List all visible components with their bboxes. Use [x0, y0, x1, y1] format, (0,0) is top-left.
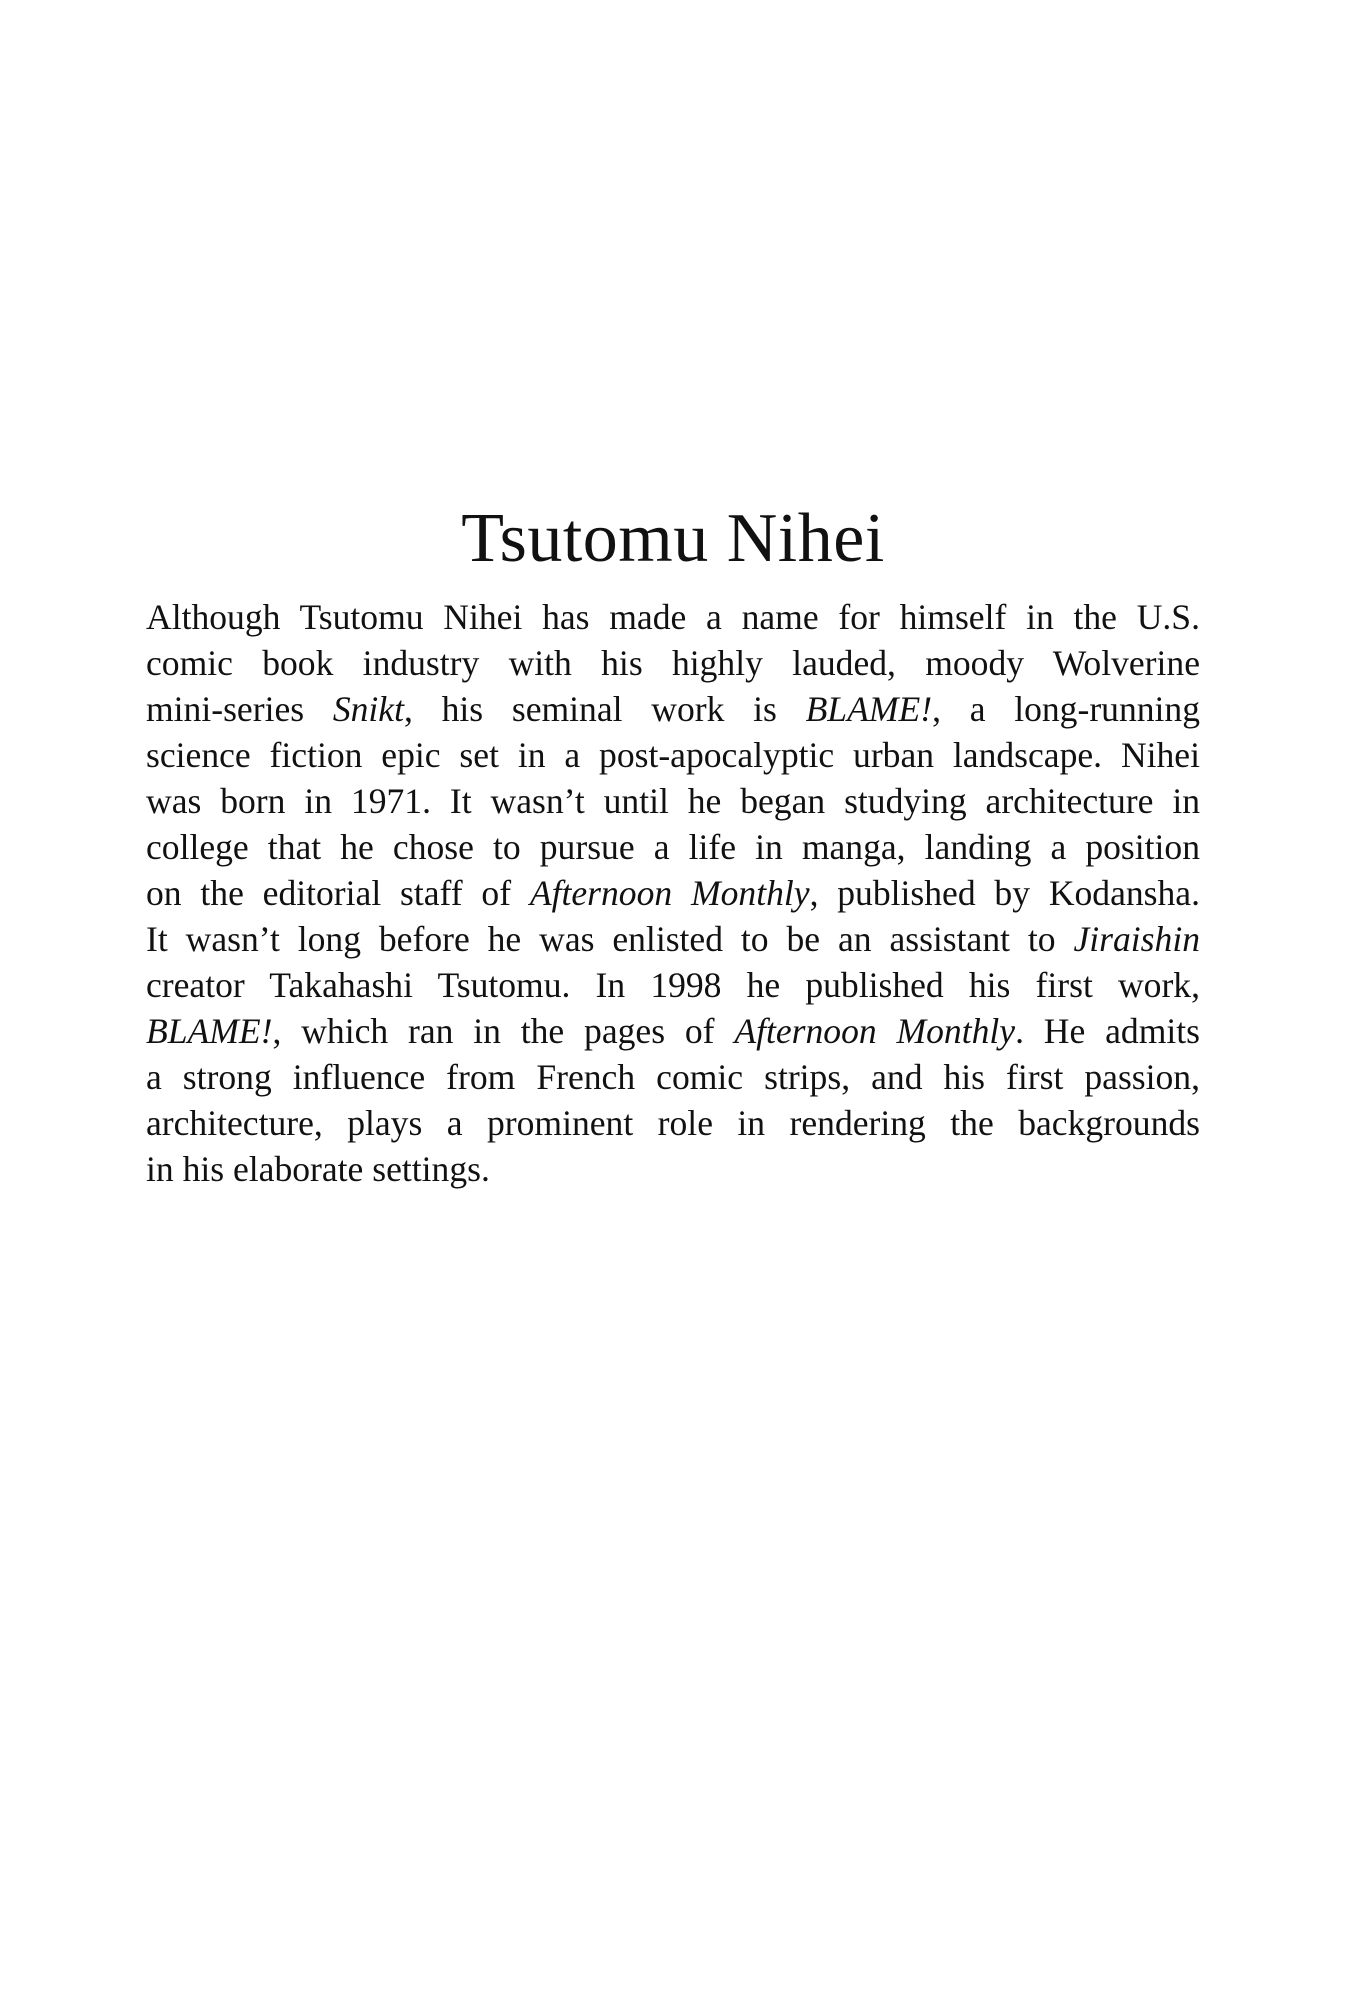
bio-line: [146, 962, 1200, 1008]
bio-text: mini-series: [146, 689, 333, 729]
bio-text: architecture, plays a prominent role in rendering the backgrounds: [146, 1103, 1200, 1143]
italic-title-text: BLAME!: [805, 689, 933, 729]
bio-line: [146, 732, 1200, 778]
bio-line: [146, 1100, 1200, 1146]
bio-line: [146, 1054, 1200, 1100]
author-bio: [146, 490, 1200, 1192]
bio-text: in his elaborate settings.: [146, 1149, 490, 1189]
bio-text: Although Tsutomu Nihei has made a name for himself in the U.S.: [146, 597, 1200, 637]
bio-line: [146, 778, 1200, 824]
bio-text: , which ran in the pages of: [272, 1011, 735, 1051]
bio-text: creator Takahashi Tsutomu. In 1998 he published his first work,: [146, 965, 1200, 1005]
bio-text: , published by Kodansha.: [809, 873, 1200, 913]
bio-text: college that he chose to pursue a life in manga, landing a position: [146, 827, 1200, 867]
bio-text: a strong influence from French comic strips, and his first passion,: [146, 1057, 1200, 1097]
bio-line: [146, 916, 1200, 962]
bio-text: , his seminal work is: [403, 689, 806, 729]
page-title: Tsutomu Nihei: [461, 500, 885, 577]
bio-line: [146, 594, 1200, 640]
bio-line: [146, 640, 1200, 686]
italic-title-text: BLAME!: [146, 1011, 273, 1051]
italic-title-text: Afternoon Monthly: [529, 873, 810, 913]
bio-text: comic book industry with his highly lauded, moody Wolverine: [146, 643, 1200, 683]
bio-line: [146, 686, 1200, 732]
bio-text: It wasn’t long before he was enlisted to be an assistant to: [146, 919, 1074, 959]
bio-text: . He admits: [1015, 1011, 1200, 1051]
italic-title-text: Snikt: [332, 689, 404, 729]
bio-line: [146, 870, 1200, 916]
bio-text: science fiction epic set in a post-apocalyptic urban landscape. Nihei: [146, 735, 1200, 775]
bio-text: was born in 1971. It wasn’t until he began studying architecture in: [146, 781, 1200, 821]
bio-text: , a long-running: [932, 689, 1200, 729]
italic-title-text: Jiraishin: [1073, 919, 1200, 959]
bio-line: [146, 1146, 1200, 1192]
bio-line: [146, 1008, 1200, 1054]
bio-line: [146, 824, 1200, 870]
bio-paragraph: [146, 594, 1200, 1192]
italic-title-text: Afternoon Monthly: [734, 1011, 1016, 1051]
bio-text: on the editorial staff of: [146, 873, 530, 913]
